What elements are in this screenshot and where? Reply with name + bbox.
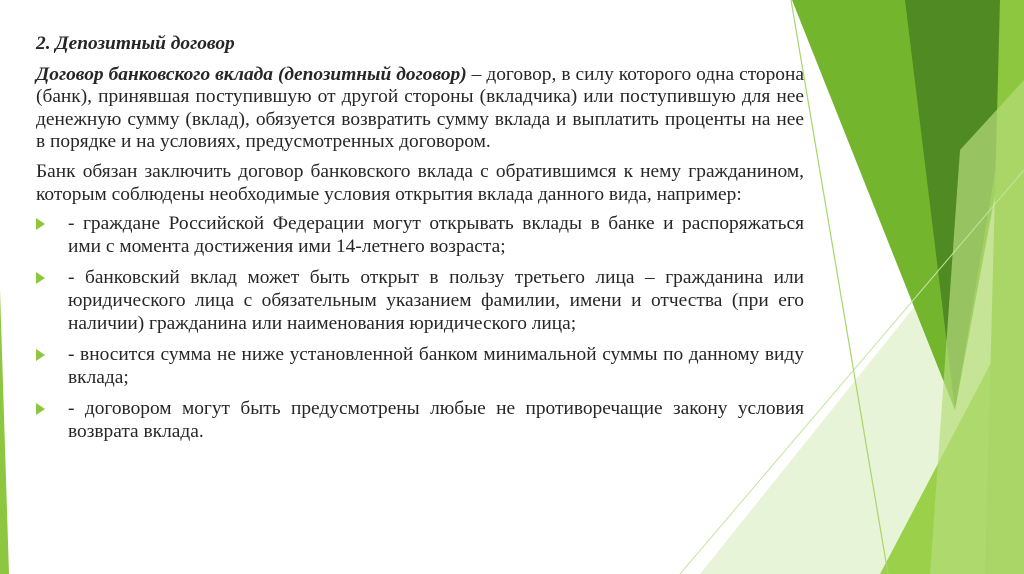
definition-paragraph <box>36 64 804 154</box>
definition-term: Договор банковского вклада (депозитный договор) <box>36 63 467 85</box>
triangle-right-icon <box>36 403 45 415</box>
triangle-right-icon <box>36 272 45 284</box>
triangle-right-icon <box>36 349 45 361</box>
list-item <box>36 213 804 258</box>
conditions-list <box>36 213 804 443</box>
list-item-text: - вносится сумма не ниже установленной банком минимальной суммы по данному виду вклада; <box>68 344 804 388</box>
list-item <box>36 344 804 389</box>
list-item-text: - граждане Российской Федерации могут открывать вклады в банке и распоряжаться ими с момента достижения ими 14-летнего возраста; <box>68 213 804 257</box>
definition-text: – договор, в силу которого одна сторона (банк), принявшая поступившую от другой стороны (вкладчика) или поступившую для нее денежную сумму (вклад), обязуется возвратить сумму вклада и выплатить проценты на нее в порядке и на условиях, предусмотренных договором. <box>36 63 804 153</box>
slide-content <box>36 33 804 453</box>
list-item <box>36 267 804 335</box>
list-item <box>36 398 804 443</box>
list-item-text: - договором могут быть предусмотрены любые не противоречащие закону условия возврата вклада. <box>68 398 804 442</box>
triangle-right-icon <box>36 218 45 230</box>
left-edge-shape <box>0 290 9 574</box>
slide-heading: 2. Депозитный договор <box>36 33 235 54</box>
list-item-text: - банковский вклад может быть открыт в пользу третьего лица – гражданина или юридического лица с обязательным указанием фамилии, имени и отчества (при его наличии) гражданина или наименования юридического лица; <box>68 267 804 334</box>
intro-paragraph: Банк обязан заключить договор банковского вклада с обратившимся к нему гражданином, которым соблюдены необходимые условия открытия вклада данного вида, например: <box>36 160 804 205</box>
